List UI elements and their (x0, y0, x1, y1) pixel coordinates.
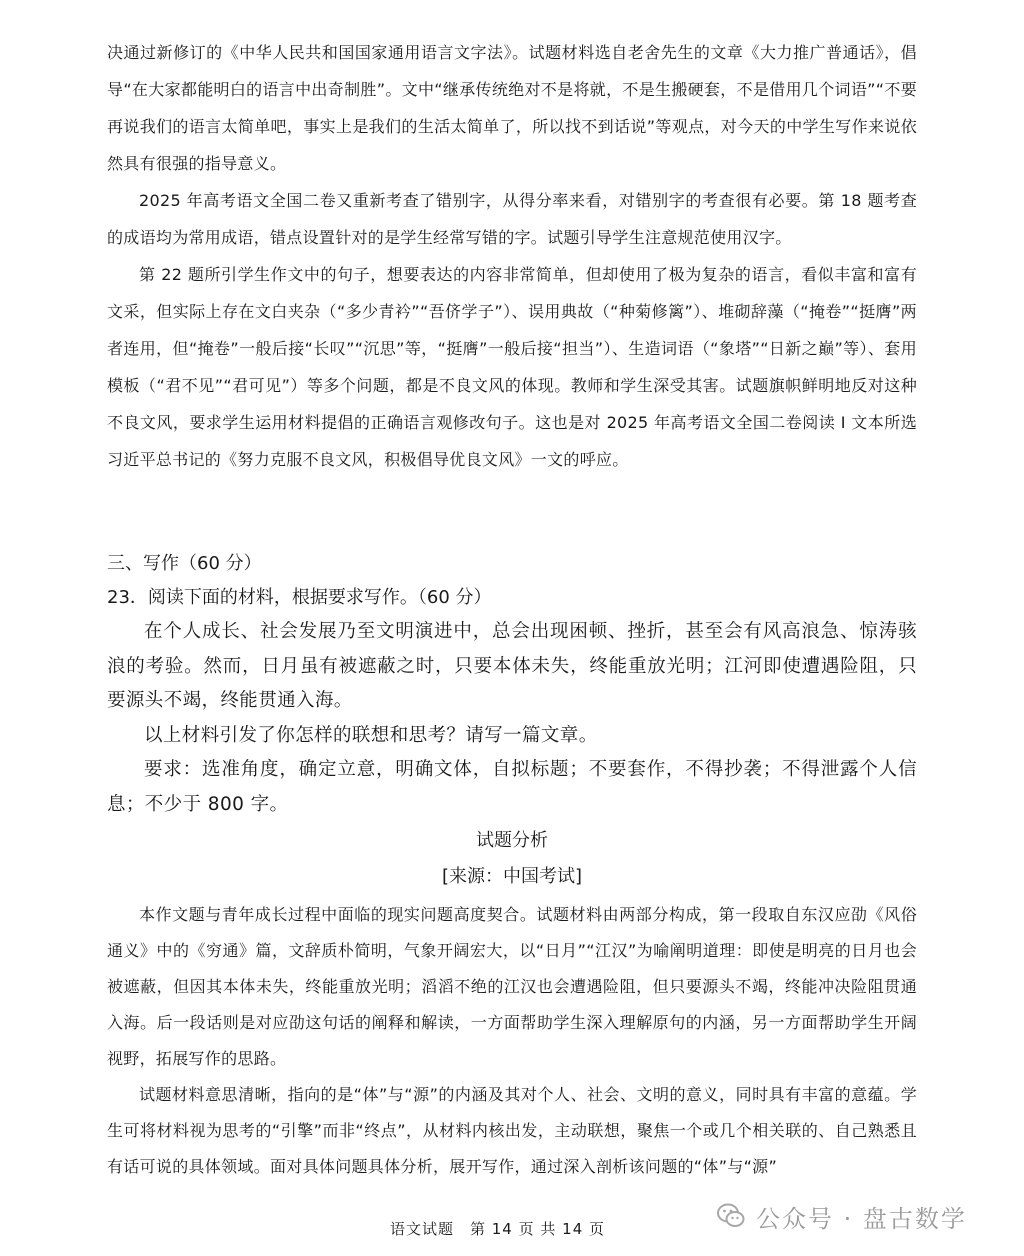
question-material: 在个人成长、社会发展乃至文明演进中，总会出现困顿、挫折，甚至会有风高浪急、惊涛骇浪的考验。然而，日月虽有被遮蔽之时，只要本体未失，终能重放光明；江河即使遭遇险阻，只要源头不竭，终能贯通入海。 (107, 621, 917, 711)
question-title: 23．阅读下面的材料，根据要求写作。（60 分） (107, 587, 492, 608)
section-heading: 三、写作（60 分） (107, 553, 262, 574)
question-requirements: 要求：选准角度，确定立意，明确文体，自拟标题；不要套作，不得抄袭；不得泄露个人信息；不少于 800 字。 (107, 759, 917, 815)
question-prompt: 以上材料引发了你怎样的联想和思考？请写一篇文章。 (144, 724, 598, 746)
page-footer: 语文试题 第 14 页 共 14 页 (390, 1220, 606, 1238)
commentary-block (107, 34, 917, 478)
analysis-block (107, 897, 917, 1185)
analysis-source: [来源：中国考试] (441, 866, 583, 887)
wechat-icon (716, 1201, 746, 1231)
commentary-paragraph: 决通过新修订的《中华人民共和国国家通用语言文字法》。试题材料选自老舍先生的文章《大力推广普通话》，倡导“在大家都能明白的语言中出奇制胜”。文中“继承传统绝对不是将就，不是生搬硬套，不是借用几个词语”“不要再说我们的语言太简单吧，事实上是我们的生活太简单了，所以找不到话说”等观点，对今天的中学生写作来说依然具有很强的指导意义。 (107, 43, 917, 173)
commentary-paragraph: 第 22 题所引学生作文中的句子，想要表达的内容非常简单，但却使用了极为复杂的语言，看似丰富和富有文采，但实际上存在文白夹杂（“多少青衿”“吾侪学子”）、误用典故（“种菊修篱”）、堆砌辞藻（“掩卷”“挺膺”两者连用，但“掩卷”一般后接“长叹”“沉思”等，“挺膺”一般后接“担当”）、生造词语（“象塔”“日新之巅”等）、套用模板（“君不见”“君可见”）等多个问题，都是不良文风的体现。教师和学生深受其害。试题旗帜鲜明地反对这种不良文风，要求学生运用材料提倡的正确语言观修改句子。这也是对 2025 年高考语文全国二卷阅读 I 文本所选习近平总书记的《努力克服不良文风，积极倡导优良文风》一文的呼应。 (107, 265, 917, 469)
analysis-title: 试题分析 (476, 830, 548, 851)
watermark-text: 公众号 · 盘古数学 (756, 1204, 967, 1233)
analysis-paragraph: 试题材料意思清晰，指向的是“体”与“源”的内涵及其对个人、社会、文明的意义，同时具有丰富的意蕴。学生可将材料视为思考的“引擎”而非“终点”，从材料内核出发，主动联想，聚焦一个或几个相关联的、自己熟悉且有话可说的具体领域。面对具体问题具体分析，展开写作，通过深入剖析该问题的“体”与“源” (107, 1085, 917, 1176)
commentary-paragraph: 2025 年高考语文全国二卷又重新考查了错别字，从得分率来看，对错别字的考查很有必要。第 18 题考查的成语均为常用成语，错点设置针对的是学生经常写错的字。试题引导学生注意规范使用汉字。 (107, 191, 917, 247)
watermark (716, 1196, 967, 1236)
analysis-paragraph: 本作文题与青年成长过程中面临的现实问题高度契合。试题材料由两部分构成，第一段取自东汉应劭《风俗通义》中的《穷通》篇，文辞质朴简明，气象开阔宏大，以“日月”“江汉”为喻阐明道理：即使是明亮的日月也会被遮蔽，但因其本体未失，终能重放光明；滔滔不绝的江汉也会遭遇险阻，但只要源头不竭，终能冲决险阻贯通入海。后一段话则是对应劭这句话的阐释和解读，一方面帮助学生深入理解原句的内涵，另一方面帮助学生开阔视野，拓展写作的思路。 (107, 905, 917, 1068)
writing-section (107, 547, 917, 822)
